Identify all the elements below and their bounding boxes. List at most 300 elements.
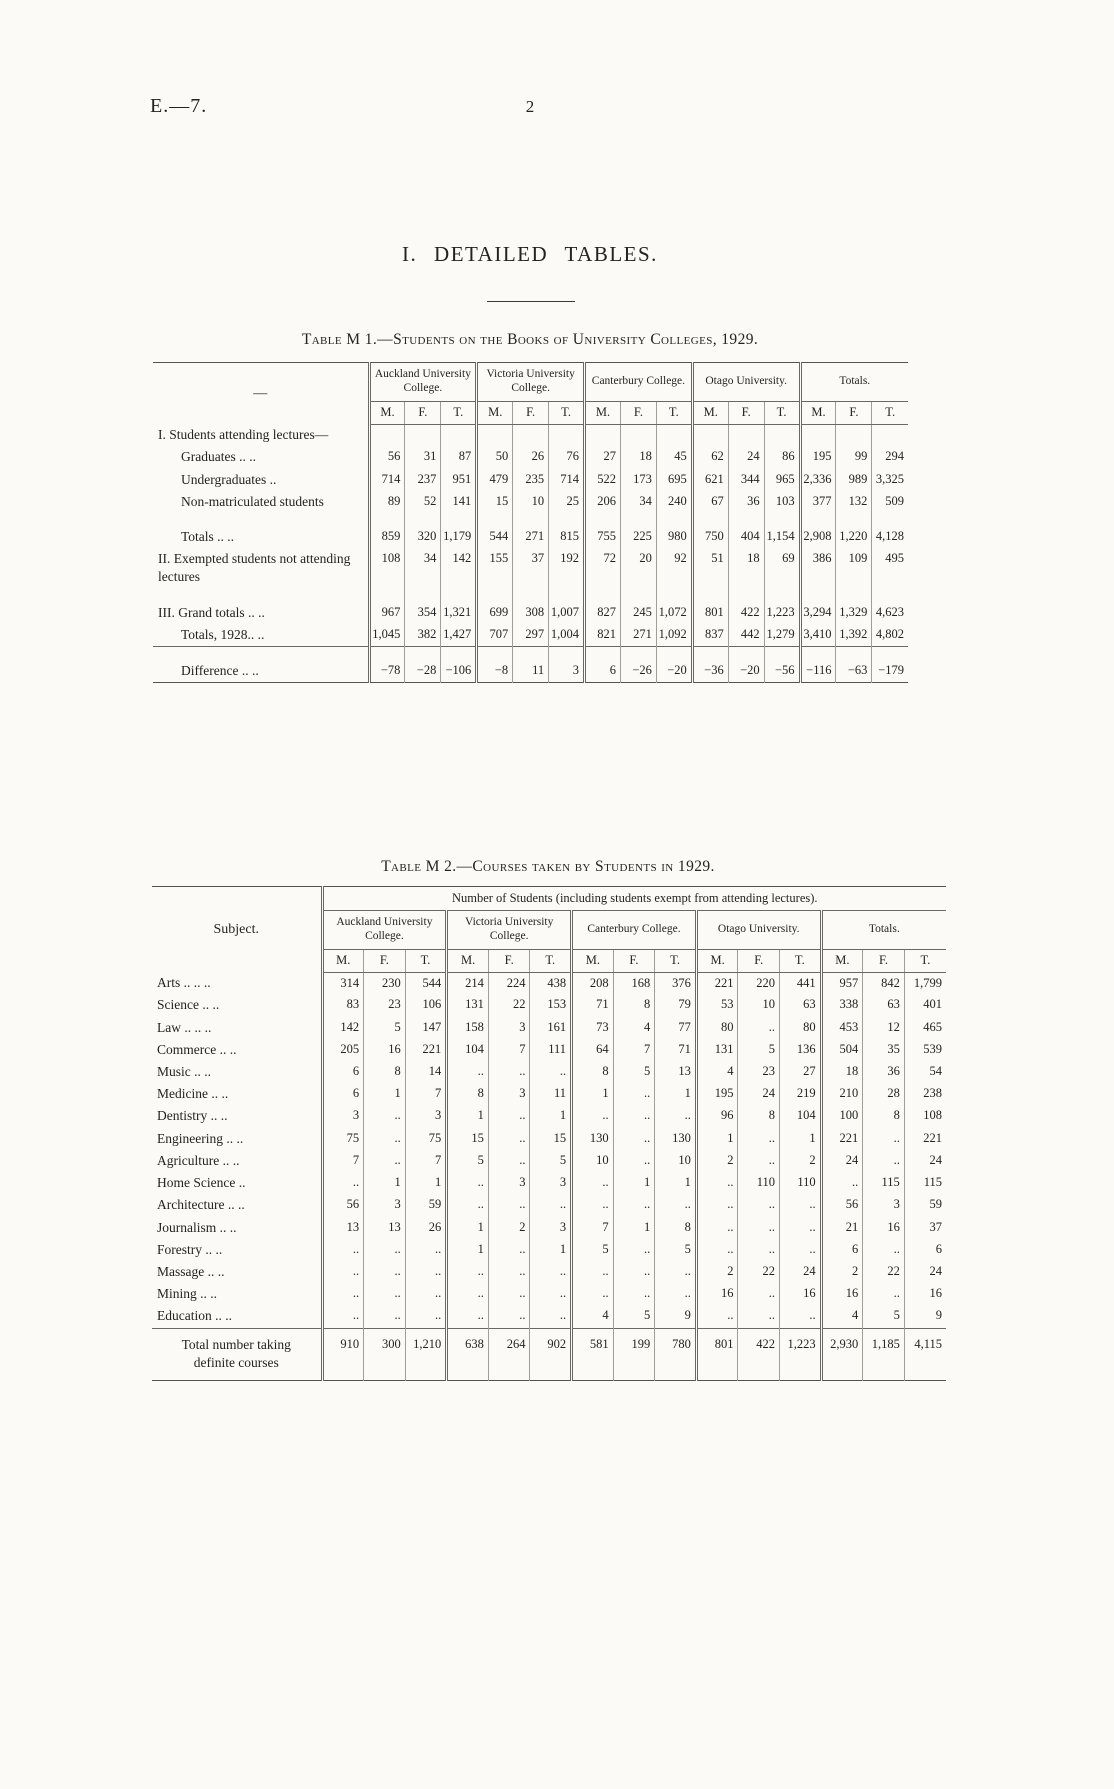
table-row (153, 469, 908, 491)
table-cell: 56 (322, 1194, 364, 1216)
table-cell (764, 424, 800, 446)
table-cell: 86 (764, 446, 800, 468)
table-cell (728, 424, 764, 446)
table-cell: .. (488, 1105, 530, 1127)
table-cell: 989 (836, 469, 872, 491)
table-cell: 25 (549, 491, 585, 513)
subcolumn-header: T. (656, 401, 692, 424)
table-m1 (153, 362, 908, 683)
row-label: Law .. .. .. (157, 1019, 212, 1035)
table-cell: 1 (447, 1217, 489, 1239)
table-cell: .. (488, 1239, 530, 1261)
row-label: Architecture .. .. (157, 1197, 245, 1213)
table-cell: 1 (364, 1083, 406, 1105)
table-cell: 13 (655, 1061, 697, 1083)
table-cell: 2,908 (800, 513, 836, 548)
table-row (152, 1083, 946, 1105)
table-cell: .. (780, 1217, 822, 1239)
table-cell: 638 (447, 1328, 489, 1380)
subcolumn-header: F. (405, 401, 441, 424)
table-cell: 4 (572, 1305, 614, 1328)
table-cell: 1,427 (441, 624, 477, 647)
table-cell: .. (780, 1239, 822, 1261)
table-cell: 3 (405, 1105, 447, 1127)
table-cell: 3 (488, 1172, 530, 1194)
table-cell: .. (364, 1239, 406, 1261)
table-cell: 71 (655, 1039, 697, 1061)
table-cell: .. (613, 1239, 655, 1261)
table-cell: 1 (530, 1239, 572, 1261)
table-row (153, 424, 908, 446)
table-cell: 699 (477, 589, 513, 624)
table-cell: 1 (780, 1128, 822, 1150)
table-cell: .. (696, 1239, 738, 1261)
table-cell: 509 (872, 491, 908, 513)
table-cell: 206 (585, 491, 621, 513)
table-cell: 75 (322, 1128, 364, 1150)
table-cell: 28 (863, 1083, 905, 1105)
table-cell: 980 (656, 513, 692, 548)
table-cell: 1,092 (656, 624, 692, 647)
group-header: Victoria University College. (477, 363, 585, 402)
table-cell: 16 (821, 1283, 863, 1305)
table-cell: 300 (364, 1328, 406, 1380)
row-label: Totals .. .. (181, 528, 235, 544)
table-cell: 56 (821, 1194, 863, 1216)
table-cell: 3 (322, 1105, 364, 1127)
table-cell: 7 (613, 1039, 655, 1061)
table-cell: 1 (530, 1105, 572, 1127)
table-cell: 8 (447, 1083, 489, 1105)
table-cell: 404 (728, 513, 764, 548)
table-cell: 59 (405, 1194, 447, 1216)
table-cell: 35 (863, 1039, 905, 1061)
table-cell: .. (447, 1061, 489, 1083)
table-cell: .. (613, 1283, 655, 1305)
table-cell: 1,210 (405, 1328, 447, 1380)
table-cell: 221 (904, 1128, 946, 1150)
table-cell: 1 (447, 1105, 489, 1127)
subcolumn-header: M. (369, 401, 405, 424)
table-cell: 31 (405, 446, 441, 468)
table-cell: 2 (696, 1261, 738, 1283)
table-cell: .. (613, 1128, 655, 1150)
table-cell: .. (696, 1305, 738, 1328)
table-cell: 1,179 (441, 513, 477, 548)
table-cell: 5 (447, 1150, 489, 1172)
table-cell: .. (322, 1239, 364, 1261)
table-row (152, 1150, 946, 1172)
table-cell: 237 (405, 469, 441, 491)
table-cell: 815 (549, 513, 585, 548)
table-cell: 110 (738, 1172, 780, 1194)
table-cell: 714 (549, 469, 585, 491)
table-cell: 115 (863, 1172, 905, 1194)
group-header: Canterbury College. (572, 911, 697, 950)
table-cell: 8 (863, 1105, 905, 1127)
table-cell: 131 (447, 994, 489, 1016)
table-cell: 6 (904, 1239, 946, 1261)
table-cell: 755 (585, 513, 621, 548)
subcolumn-header: F. (620, 401, 656, 424)
label-column-header: Subject. (213, 921, 259, 937)
table-cell: .. (572, 1172, 614, 1194)
table-cell: 902 (530, 1328, 572, 1380)
table-cell: 504 (821, 1039, 863, 1061)
table-cell: 76 (549, 446, 585, 468)
table-cell: 130 (655, 1128, 697, 1150)
subcolumn-header: T. (530, 949, 572, 972)
table-cell: 7 (572, 1217, 614, 1239)
subcolumn-header: F. (364, 949, 406, 972)
table-cell: −116 (800, 647, 836, 683)
table-cell: .. (613, 1083, 655, 1105)
table-cell: 36 (863, 1061, 905, 1083)
table-cell: 221 (821, 1128, 863, 1150)
table-cell: .. (364, 1128, 406, 1150)
table-cell: 161 (530, 1017, 572, 1039)
row-label: Forestry .. .. (157, 1241, 223, 1257)
section-title: I. DETAILED TABLES. (402, 242, 658, 266)
table-cell: .. (488, 1261, 530, 1283)
table-cell (513, 424, 549, 446)
table-cell: 72 (585, 548, 621, 588)
table-cell: 801 (696, 1328, 738, 1380)
table-cell: 103 (764, 491, 800, 513)
table-cell: 14 (405, 1061, 447, 1083)
row-label: Non-matriculated students (181, 493, 324, 509)
table-cell: .. (655, 1283, 697, 1305)
table-cell: .. (364, 1261, 406, 1283)
table-cell: 581 (572, 1328, 614, 1380)
label-column-header: — (253, 385, 268, 401)
table-cell: 12 (863, 1017, 905, 1039)
table-cell: 18 (821, 1061, 863, 1083)
subcolumn-header: M. (696, 949, 738, 972)
table-cell: 77 (655, 1017, 697, 1039)
table-cell: 51 (692, 548, 728, 588)
table-cell: 108 (369, 548, 405, 588)
table-cell: 544 (405, 972, 447, 994)
table-cell: 4,802 (872, 624, 908, 647)
table-cell: .. (863, 1128, 905, 1150)
table-cell: 4 (821, 1305, 863, 1328)
table-cell: 15 (447, 1128, 489, 1150)
data-table (152, 886, 946, 1381)
table-cell: 3 (530, 1172, 572, 1194)
table-cell: 714 (369, 469, 405, 491)
table-cell (441, 424, 477, 446)
table-cell: 4 (613, 1017, 655, 1039)
table-m2 (152, 886, 946, 1381)
table-cell: 13 (322, 1217, 364, 1239)
table-cell: 214 (447, 972, 489, 994)
page-number: 2 (525, 97, 535, 116)
table-cell: 111 (530, 1039, 572, 1061)
table-cell: 110 (780, 1172, 822, 1194)
group-header: Otago University. (692, 363, 800, 402)
row-label: Total number taking definite courses (152, 1328, 322, 1380)
table-cell: 34 (405, 548, 441, 588)
table-cell: 6 (821, 1239, 863, 1261)
table-cell: .. (447, 1283, 489, 1305)
table-cell: 957 (821, 972, 863, 994)
row-label: II. Exempted students not attending lectures (158, 551, 351, 585)
table-cell: 173 (620, 469, 656, 491)
table-cell: 192 (549, 548, 585, 588)
table-cell: .. (696, 1172, 738, 1194)
table-cell: 24 (780, 1261, 822, 1283)
table-cell: 3 (530, 1217, 572, 1239)
table-cell: 8 (738, 1105, 780, 1127)
table-cell: 859 (369, 513, 405, 548)
table-cell: 344 (728, 469, 764, 491)
table-cell: 3,325 (872, 469, 908, 491)
group-header: Otago University. (696, 911, 821, 950)
table-cell: 63 (780, 994, 822, 1016)
table-cell: .. (613, 1150, 655, 1172)
table-row (153, 624, 908, 647)
table-cell: 1,223 (764, 589, 800, 624)
table-cell: 3 (488, 1017, 530, 1039)
table-cell: .. (447, 1305, 489, 1328)
table-cell: 208 (572, 972, 614, 994)
table-cell: 80 (696, 1017, 738, 1039)
table-cell: 271 (513, 513, 549, 548)
table-cell: .. (364, 1105, 406, 1127)
table-cell: 205 (322, 1039, 364, 1061)
data-table (153, 362, 908, 683)
table-cell: 967 (369, 589, 405, 624)
table-cell: 83 (322, 994, 364, 1016)
subcolumn-header: F. (513, 401, 549, 424)
table-cell: 99 (836, 446, 872, 468)
table-cell: 24 (728, 446, 764, 468)
table-cell: 16 (696, 1283, 738, 1305)
table-cell: .. (405, 1261, 447, 1283)
table-cell: .. (488, 1150, 530, 1172)
table-cell: 442 (728, 624, 764, 647)
table-row (152, 1194, 946, 1216)
table-row (152, 1061, 946, 1083)
table-cell (620, 424, 656, 446)
table-cell: 386 (800, 548, 836, 588)
table-cell: 13 (364, 1217, 406, 1239)
table-cell: 8 (655, 1217, 697, 1239)
table-cell: .. (738, 1305, 780, 1328)
table-cell: .. (738, 1128, 780, 1150)
table-row (153, 548, 908, 588)
table-cell: −8 (477, 647, 513, 683)
table-cell: 75 (405, 1128, 447, 1150)
table-cell: 230 (364, 972, 406, 994)
subcolumn-header: F. (836, 401, 872, 424)
table-cell (800, 424, 836, 446)
subcolumn-header: T. (764, 401, 800, 424)
table-cell: .. (738, 1017, 780, 1039)
table-cell: 479 (477, 469, 513, 491)
row-label: Home Science .. (157, 1175, 246, 1191)
table-cell: 1,007 (549, 589, 585, 624)
table-cell: 338 (821, 994, 863, 1016)
table-row (152, 1305, 946, 1328)
table-cell: .. (696, 1217, 738, 1239)
table-cell: 1 (696, 1128, 738, 1150)
table-cell: .. (364, 1283, 406, 1305)
table-cell: 4,115 (904, 1328, 946, 1380)
table-cell: 15 (530, 1128, 572, 1150)
table-cell: 16 (904, 1283, 946, 1305)
table-row (152, 1283, 946, 1305)
table-cell: 354 (405, 589, 441, 624)
table-cell: 1,799 (904, 972, 946, 994)
table-cell: 24 (904, 1261, 946, 1283)
table-cell: 8 (572, 1061, 614, 1083)
table-row (152, 1039, 946, 1061)
table-cell: 195 (696, 1083, 738, 1105)
table-cell: 827 (585, 589, 621, 624)
table-cell: 1,329 (836, 589, 872, 624)
table-cell: 1 (655, 1083, 697, 1105)
table-cell: 1,072 (656, 589, 692, 624)
table-cell: .. (530, 1283, 572, 1305)
table-cell: 8 (613, 994, 655, 1016)
table-row (153, 491, 908, 513)
table-cell: 5 (738, 1039, 780, 1061)
table-cell: 1,223 (780, 1328, 822, 1380)
table-cell: .. (488, 1061, 530, 1083)
subcolumn-header: M. (692, 401, 728, 424)
table-row (153, 647, 908, 683)
subcolumn-header: T. (405, 949, 447, 972)
table-cell: 1,321 (441, 589, 477, 624)
table-cell: 96 (696, 1105, 738, 1127)
table-cell: 314 (322, 972, 364, 994)
subcolumn-header: F. (738, 949, 780, 972)
table-cell: −20 (656, 647, 692, 683)
table-cell: 92 (656, 548, 692, 588)
table-cell: .. (530, 1061, 572, 1083)
table-cell: 18 (620, 446, 656, 468)
table-cell: 7 (488, 1039, 530, 1061)
table-cell: .. (738, 1283, 780, 1305)
group-header: Auckland University College. (322, 911, 447, 950)
table-cell: 62 (692, 446, 728, 468)
table-cell: .. (405, 1239, 447, 1261)
table-cell: 951 (441, 469, 477, 491)
table-cell: 1,185 (863, 1328, 905, 1380)
table-cell: 264 (488, 1328, 530, 1380)
table-cell: 1,004 (549, 624, 585, 647)
title-divider (487, 301, 575, 302)
table-cell: 10 (738, 994, 780, 1016)
table-cell: 376 (655, 972, 697, 994)
table-cell: 221 (696, 972, 738, 994)
table-cell: −56 (764, 647, 800, 683)
row-label: Music .. .. (157, 1063, 211, 1079)
table-cell: 1 (655, 1172, 697, 1194)
table-cell: 6 (585, 647, 621, 683)
table-row (152, 972, 946, 994)
table-cell: 7 (405, 1083, 447, 1105)
table-cell: .. (488, 1128, 530, 1150)
table-cell: .. (488, 1305, 530, 1328)
table-row (152, 1172, 946, 1194)
table-cell: 245 (620, 589, 656, 624)
subcolumn-header: T. (655, 949, 697, 972)
table-cell: 155 (477, 548, 513, 588)
table-cell: 294 (872, 446, 908, 468)
table-cell: .. (696, 1194, 738, 1216)
table-cell: 79 (655, 994, 697, 1016)
table-cell: 3,410 (800, 624, 836, 647)
table-cell: 37 (513, 548, 549, 588)
table-cell: 63 (863, 994, 905, 1016)
table-cell: .. (821, 1172, 863, 1194)
table-cell: 8 (364, 1061, 406, 1083)
row-label: Dentistry .. .. (157, 1108, 228, 1124)
table-cell: 842 (863, 972, 905, 994)
table-cell: 3,294 (800, 589, 836, 624)
table-cell: 15 (477, 491, 513, 513)
table-cell: 910 (322, 1328, 364, 1380)
table-cell: .. (488, 1194, 530, 1216)
table-cell: 10 (572, 1150, 614, 1172)
table-cell: 27 (585, 446, 621, 468)
table-cell: 801 (692, 589, 728, 624)
table-cell: 1,220 (836, 513, 872, 548)
table-cell: 297 (513, 624, 549, 647)
table-cell: .. (613, 1261, 655, 1283)
table-cell: 21 (821, 1217, 863, 1239)
table-cell: 52 (405, 491, 441, 513)
table-cell: 53 (696, 994, 738, 1016)
table-cell: .. (655, 1261, 697, 1283)
subcolumn-header: T. (904, 949, 946, 972)
table-cell: 5 (572, 1239, 614, 1261)
row-label: Engineering .. .. (157, 1130, 244, 1146)
table-cell: 23 (738, 1061, 780, 1083)
table-cell: 142 (322, 1017, 364, 1039)
row-label: Massage .. .. (157, 1263, 225, 1279)
table-cell: .. (530, 1194, 572, 1216)
table-cell: 10 (513, 491, 549, 513)
table-cell: 271 (620, 624, 656, 647)
subcolumn-header: M. (821, 949, 863, 972)
table-cell: 153 (530, 994, 572, 1016)
table-cell (872, 424, 908, 446)
table-cell: 87 (441, 446, 477, 468)
table-m2-caption: Table M 2.—Courses taken by Students in 1929. (381, 858, 715, 875)
table-cell: 142 (441, 548, 477, 588)
table-cell: .. (863, 1239, 905, 1261)
subcolumn-header: F. (488, 949, 530, 972)
table-cell: 401 (904, 994, 946, 1016)
table-cell: −179 (872, 647, 908, 683)
table-cell (585, 424, 621, 446)
table-cell: 80 (780, 1017, 822, 1039)
table-cell: −26 (620, 647, 656, 683)
subcolumn-header: M. (585, 401, 621, 424)
table-cell: .. (447, 1194, 489, 1216)
table-cell: 453 (821, 1017, 863, 1039)
table-cell: 9 (904, 1305, 946, 1328)
table-row (152, 994, 946, 1016)
table-row (152, 1261, 946, 1283)
group-header: Canterbury College. (585, 363, 693, 402)
table-cell: 20 (620, 548, 656, 588)
table-cell: 109 (836, 548, 872, 588)
